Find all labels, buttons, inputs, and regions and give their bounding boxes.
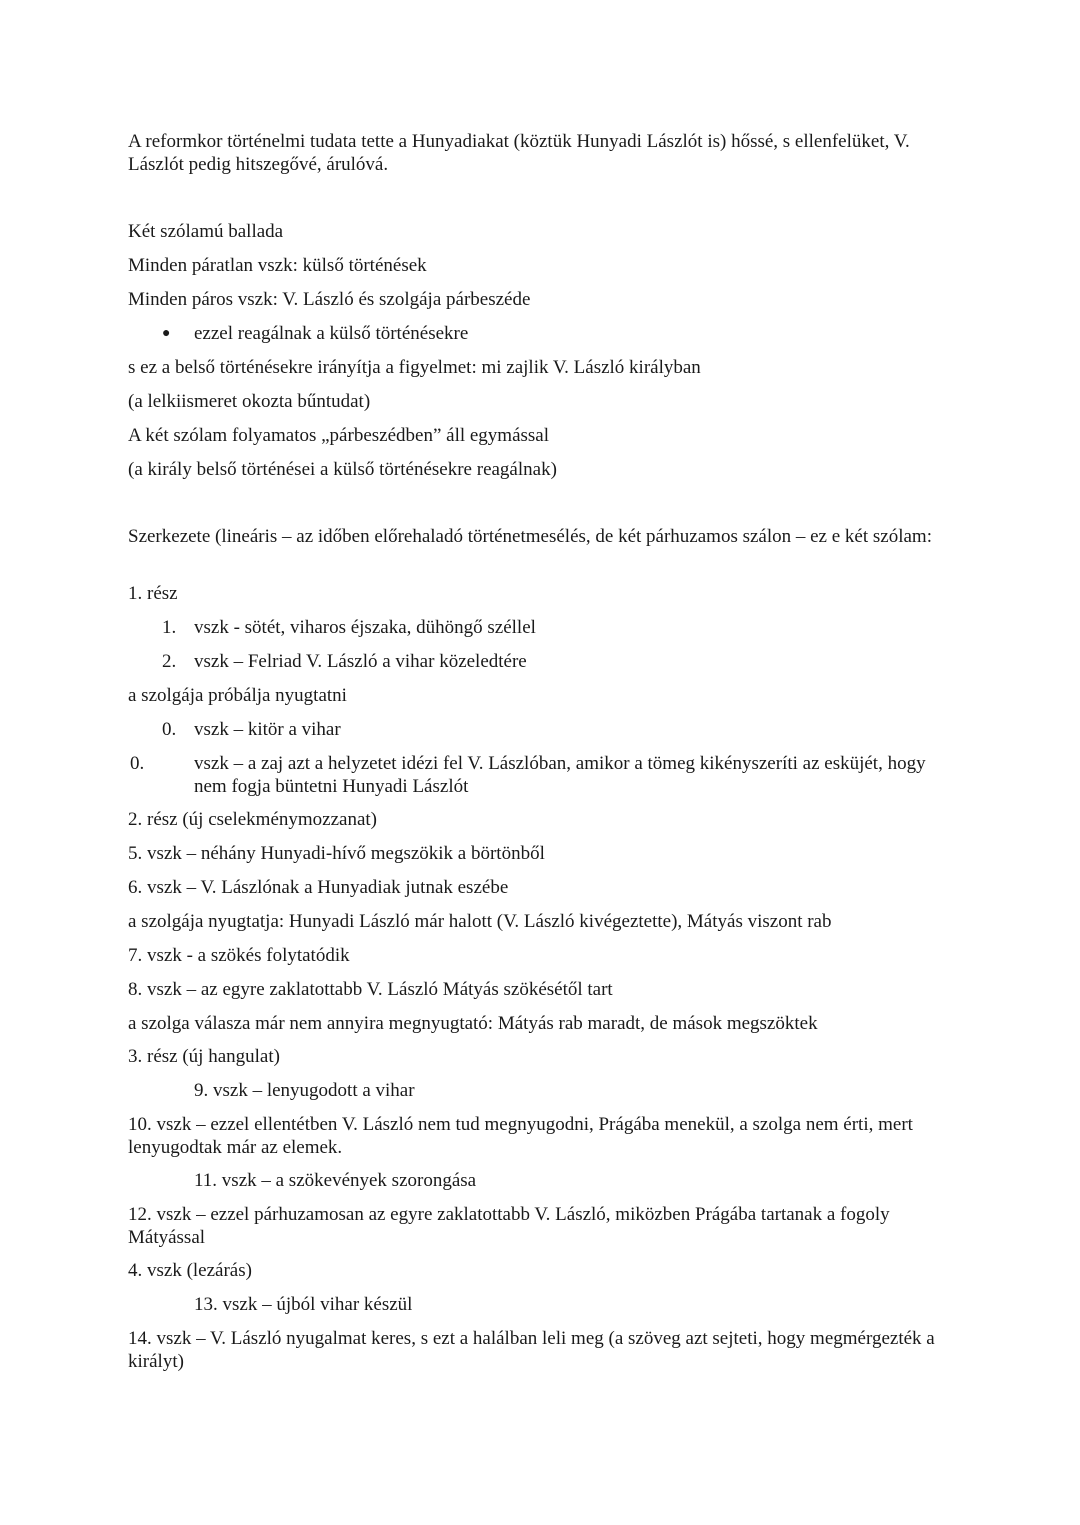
note-line-1: Két szólamú ballada [128,221,284,242]
note-line-7: (a király belső történései a külső történésekre reagálnak) [128,459,557,480]
verse-14: 14. vszk – V. László nyugalmat keres, s ezt a halálban leli meg (a szöveg azt sejteti, hogy megmérgezték a királyt) [128,1328,935,1372]
list-item: 0. vszk – kitör a vihar [162,719,341,740]
verse-6: 6. vszk – V. Lászlónak a Hunyadiak jutnak eszébe [128,877,509,898]
verse-9: 9. vszk – lenyugodott a vihar [194,1080,415,1101]
verse-13: 13. vszk – újból vihar készül [194,1294,413,1315]
verse-5: 5. vszk – néhány Hunyadi-hívő megszökik a börtönből [128,843,545,864]
part-3-heading: 3. rész (új hangulat) [128,1046,280,1067]
part-1-heading: 1. rész [128,583,178,604]
note-line-3: Minden páros vszk: V. László és szolgája párbeszéde [128,289,531,310]
verse-8-note: a szolga válasza már nem annyira megnyugtató: Mátyás rab maradt, de mások megszöktek [128,1013,818,1034]
verse-12: 12. vszk – ezzel párhuzamosan az egyre zaklatottabb V. László, miközben Prágába tartanak a fogoly Mátyással [128,1204,890,1248]
list-item: 2. vszk – Felriad V. László a vihar közeledtére [162,651,527,672]
note-line-4: s ez a belső történésekre irányítja a figyelmet: mi zajlik V. László királyban [128,357,701,378]
note-line-6: A két szólam folyamatos „párbeszédben” áll egymással [128,425,550,446]
intro-paragraph: A reformkor történelmi tudata tette a Hunyadiakat (köztük Hunyadi Lászlót is) hőssé, s ellenfelüket, V. Lászlót pedig hitszegővé, árulóvá. [128,131,910,175]
list-item: 0. vszk – a zaj azt a helyzetet idézi fel V. Lászlóban, amikor a tömeg kikényszeríti az esküjét, hogy nem fogja büntetni Hunyadi Lászlót [130,753,926,797]
verse-11: 11. vszk – a szökevények szorongása [194,1170,477,1191]
part-2-heading: 2. rész (új cselekménymozzanat) [128,809,377,830]
note-line-5: (a lelkiismeret okozta bűntudat) [128,391,371,412]
bullet-text: ezzel reagálnak a külső történésekre [194,323,469,344]
verse-7: 7. vszk - a szökés folytatódik [128,945,350,966]
bullet-item [162,322,992,345]
part-1-note: a szolgája próbálja nyugtatni [128,685,347,706]
verse-8: 8. vszk – az egyre zaklatottabb V. László Mátyás szökésétől tart [128,979,613,1000]
verse-10: 10. vszk – ezzel ellentétben V. László nem tud megnyugodni, Prágába menekül, a szolga nem érti, mert lenyugodtak már az elemek. [128,1114,913,1158]
part-4-heading: 4. vszk (lezárás) [128,1260,252,1281]
list-item: 1. vszk - sötét, viharos éjszaka, dühöngő széllel [162,617,536,638]
outline-heading: Szerkezete (lineáris – az időben előrehaladó történetmesélés, de két párhuzamos szálon – ez e két szólam: [128,526,932,547]
note-line-2: Minden páratlan vszk: külső történések [128,255,427,276]
bullet-icon: ● [162,326,171,341]
verse-6-note: a szolgája nyugtatja: Hunyadi László már halott (V. László kivégeztette), Mátyás viszont rab [128,911,832,932]
